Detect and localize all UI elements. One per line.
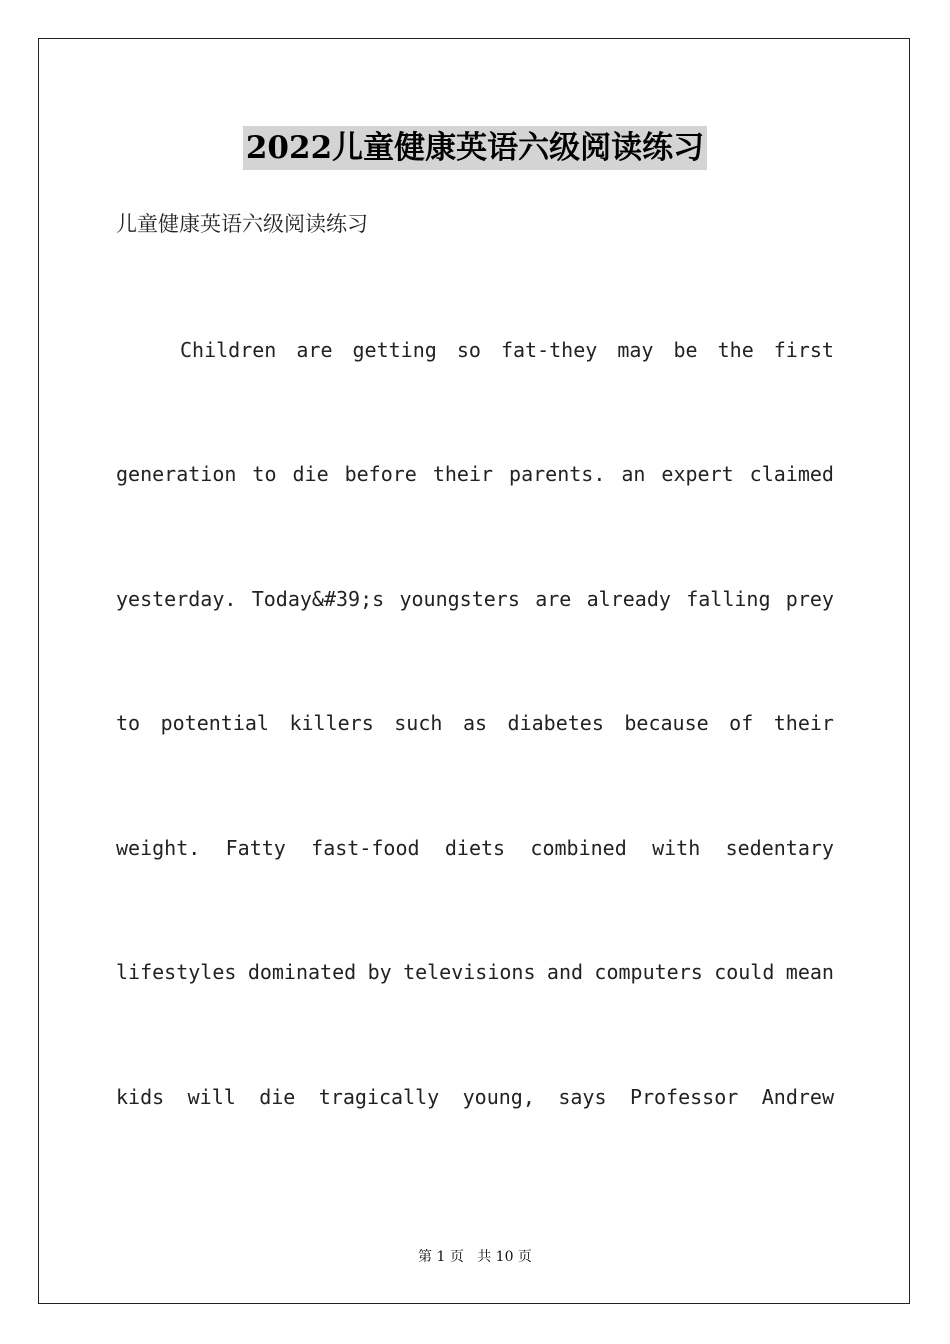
body-word: fast-food bbox=[311, 836, 420, 860]
page-total: 共 10 页 bbox=[477, 1249, 532, 1265]
body-word: be bbox=[673, 338, 698, 362]
body-word: of bbox=[729, 711, 754, 735]
body-word: so bbox=[456, 338, 481, 362]
body-word: lifestyles bbox=[116, 960, 237, 984]
body-word: generation bbox=[116, 462, 237, 486]
body-word: young, bbox=[462, 1085, 535, 1109]
body-word: kids bbox=[116, 1085, 165, 1109]
body-word: to bbox=[116, 711, 141, 735]
body-word: getting bbox=[352, 338, 437, 362]
body-word: weight. bbox=[116, 836, 201, 860]
body-word: are bbox=[296, 338, 333, 362]
body-word: their bbox=[773, 711, 834, 735]
body-word: claimed bbox=[749, 462, 834, 486]
body-word: with bbox=[652, 836, 701, 860]
body-word: prey bbox=[785, 587, 834, 611]
body-word: tragically bbox=[318, 1085, 440, 1109]
body-word: televisions bbox=[403, 960, 536, 984]
body-line bbox=[116, 834, 834, 862]
body-word: the bbox=[717, 338, 754, 362]
body-word: mean bbox=[785, 960, 834, 984]
body-word: their bbox=[432, 462, 494, 486]
body-word: potential bbox=[160, 711, 269, 735]
body-word: sedentary bbox=[725, 836, 834, 860]
body-word: Today&#39;s bbox=[251, 587, 385, 611]
body-word: youngsters bbox=[399, 587, 520, 611]
body-word: Fatty bbox=[225, 836, 286, 860]
body-word: dominated bbox=[247, 960, 357, 984]
body-line bbox=[116, 1083, 834, 1111]
page-number: 第 1 页 bbox=[418, 1249, 464, 1265]
body-word: die bbox=[292, 462, 329, 486]
body-word: parents. bbox=[509, 462, 606, 486]
body-line bbox=[116, 585, 834, 613]
body-word: could bbox=[714, 960, 775, 984]
body-word: because bbox=[624, 711, 709, 735]
body-word: an bbox=[621, 462, 646, 486]
body-line bbox=[116, 460, 834, 488]
body-word: killers bbox=[289, 711, 374, 735]
body-line bbox=[180, 336, 834, 364]
body-word: are bbox=[535, 587, 572, 611]
page-footer bbox=[0, 1246, 950, 1266]
document-title: 2022儿童健康英语六级阅读练习 bbox=[243, 126, 707, 170]
body-word: and bbox=[546, 960, 584, 984]
body-word: may bbox=[617, 338, 654, 362]
body-word: die bbox=[259, 1085, 296, 1109]
body-word: says bbox=[558, 1085, 607, 1109]
body-word: as bbox=[462, 711, 488, 735]
body-word: to bbox=[252, 462, 277, 486]
body-word: falling bbox=[686, 587, 771, 611]
body-line bbox=[116, 958, 834, 986]
body-word: fat-they bbox=[500, 338, 598, 362]
body-word: Andrew bbox=[761, 1085, 834, 1109]
document-subtitle: 儿童健康英语六级阅读练习 bbox=[116, 212, 368, 236]
body-word: first bbox=[773, 338, 834, 362]
body-word: Professor bbox=[629, 1085, 739, 1109]
title-container bbox=[0, 126, 950, 170]
body-word: combined bbox=[530, 836, 627, 860]
body-word: expert bbox=[661, 462, 734, 486]
body-word: diabetes bbox=[507, 711, 604, 735]
body-word: computers bbox=[594, 960, 703, 984]
body-word: Children bbox=[180, 338, 277, 362]
body-word: diets bbox=[444, 836, 506, 860]
body-word: before bbox=[344, 462, 417, 486]
body-word: yesterday. bbox=[116, 587, 237, 611]
body-word: will bbox=[187, 1085, 236, 1109]
body-word: already bbox=[586, 587, 671, 611]
body-word: by bbox=[367, 960, 392, 984]
body-word: such bbox=[394, 711, 443, 735]
body-line bbox=[116, 709, 834, 737]
